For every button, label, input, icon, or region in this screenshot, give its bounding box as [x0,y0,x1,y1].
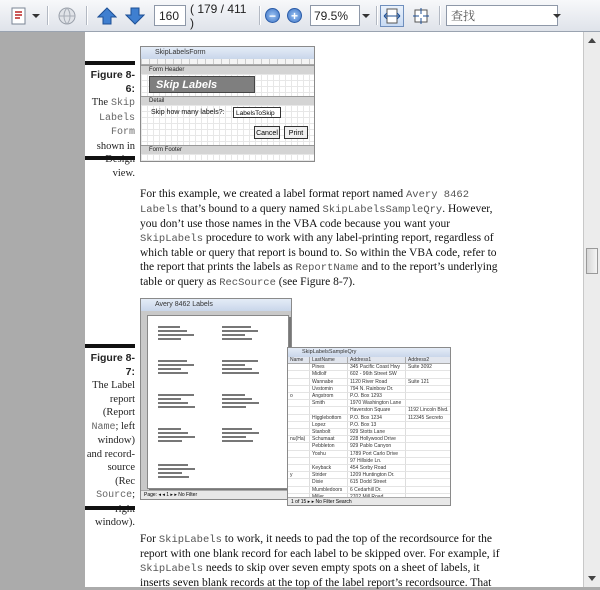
table-cell[interactable] [288,371,310,378]
table-cell[interactable]: Mumbledoors [310,487,348,494]
table-cell[interactable] [406,465,451,472]
label-block [222,394,264,410]
chevron-down-icon [362,14,370,18]
table-cell[interactable] [406,393,451,400]
datasheet-grid [288,357,450,499]
table-cell[interactable] [288,443,310,450]
zoom-dropdown-button[interactable] [360,5,372,26]
previous-page-button[interactable] [96,5,118,26]
skip-labels-form-window [140,46,315,162]
fit-width-icon [383,8,401,24]
table-cell[interactable] [288,379,310,386]
fit-width-button[interactable] [380,5,404,27]
table-cell[interactable] [406,451,451,458]
table-cell[interactable]: Midlolf [310,371,348,378]
table-cell[interactable]: 929 Pablo Canyon [348,443,406,450]
table-cell[interactable]: P.O. Box 1293 [348,393,406,400]
table-cell[interactable]: nu(Ha) [288,436,310,443]
label-report-window [140,298,292,500]
table-cell[interactable] [310,458,348,465]
table-cell[interactable] [406,479,451,486]
table-cell[interactable]: P.O. Box 13 [348,422,406,429]
table-cell[interactable] [406,371,451,378]
table-cell[interactable] [406,487,451,494]
table-cell[interactable]: 615 Dodd Street [348,479,406,486]
table-cell[interactable]: Suite 3092 [406,364,451,371]
column-header[interactable]: Name [288,357,310,364]
table-cell[interactable] [288,465,310,472]
page-number-input[interactable]: 160 [154,5,186,26]
table-cell[interactable]: Angstrom [310,393,348,400]
table-cell[interactable] [406,458,451,465]
table-cell[interactable] [288,407,310,414]
table-cell[interactable]: y [288,472,310,479]
label-block [222,428,264,444]
column-header[interactable]: Address1 [348,357,406,364]
arrow-down-icon [588,576,596,581]
query-datasheet-window [287,347,451,506]
label-sheet-preview [147,315,289,489]
table-cell[interactable]: 112345 Secreto [406,415,451,422]
zoom-input[interactable]: 79.5% [310,5,360,26]
table-cell[interactable] [406,472,451,479]
form-footer-section: Form Footer [141,145,314,154]
paragraph-2: For SkipLabels to work, it needs to pad the top of the recordsource for the report with one blank record for each label to be skipped over. For example, if SkipLabels needs to skip over seven empty spots on a sheet of labels, it inserts seven blank records at the top of the label report’s recordsource. That [140,533,500,589]
table-cell[interactable]: 6 Cedarhill Dr. [348,487,406,494]
table-cell[interactable]: 454 Sorby Road [348,465,406,472]
window-title: SkipLabelsForm [141,47,314,59]
table-cell[interactable]: Strider [310,472,348,479]
label-block [158,326,200,342]
table-cell[interactable] [288,400,310,407]
table-cell[interactable]: Dixie [310,479,348,486]
table-cell[interactable]: Stanbolt [310,429,348,436]
plus-icon: + [290,8,298,23]
label-block [222,360,264,376]
table-cell[interactable]: 1120 River Road [348,379,406,386]
skip-labels-heading: Skip Labels [149,76,255,93]
form-header-area [141,74,314,96]
table-cell[interactable]: Lopez [310,422,348,429]
table-cell[interactable]: 97 Hillside Ln. [348,458,406,465]
table-cell[interactable]: Pines [310,364,348,371]
arrow-down-icon [125,7,145,25]
table-cell[interactable]: Smith [310,400,348,407]
caption-rule-bottom [85,156,135,160]
document-icon [9,6,29,26]
zoom-in-button[interactable] [287,8,302,23]
table-cell[interactable]: Wannabe [310,379,348,386]
table-cell[interactable] [288,487,310,494]
search-dropdown-button[interactable] [552,5,562,26]
table-cell[interactable] [406,422,451,429]
table-cell[interactable] [288,458,310,465]
table-cell[interactable]: Haverston Square [348,407,406,414]
zoom-out-button[interactable] [265,8,280,23]
chevron-down-icon [32,14,40,18]
table-cell[interactable]: 345 Pacific Coast Hwy [348,364,406,371]
record-navigation-bar[interactable]: 1 of 15 ▸ ▸ No Filter Search [288,497,450,505]
label-block [158,394,200,410]
page-count: ( 179 / 411 ) [190,1,247,30]
table-cell[interactable]: 1970 Washington Lane [348,400,406,407]
table-cell[interactable] [288,422,310,429]
table-cell[interactable] [406,443,451,450]
chevron-down-icon [553,14,561,18]
detail-area [141,105,314,145]
window-title: Avery 8462 Labels [141,299,291,311]
scroll-up-button[interactable] [584,32,600,49]
table-cell[interactable]: Uvstomin [310,386,348,393]
scroll-thumb[interactable] [586,248,598,274]
paragraph-1: For this example, we created a label format report named Avery 8462 Labels that’s bound to a query named SkipLabelsSampleQry. However, you don’t use those names in the VBA code because you want your SkipLabels procedure to work with any label-printing report, regardless of which table or query that report is bound to. So within the VBA code, refer to the report that prints the labels as ReportName and to the report’s underlying table or query as RecSource (see Figure 8-7). [140,188,498,289]
table-cell[interactable] [406,386,451,393]
figure-label: Figure 8-6: [90,69,135,95]
figure-8-7-caption: Figure 8-7: The Label report (Report Name; left window) and record- source (Rec Source; window). [86,352,135,528]
table-cell[interactable] [288,415,310,422]
vertical-scrollbar[interactable] [583,32,600,587]
table-cell[interactable] [288,451,310,458]
detail-section: Detail [141,96,314,105]
cancel-button[interactable]: Cancel [254,126,280,139]
column-header[interactable]: Address2 [406,357,451,364]
arrow-up-icon [588,38,596,43]
table-cell[interactable]: 602 - 96th Street SW [348,371,406,378]
table-cell[interactable]: Pebbleton [310,443,348,450]
table-cell[interactable]: 228 Hollywood Drive [348,436,406,443]
fit-page-icon [412,7,430,25]
minus-icon: − [268,8,276,23]
column-header[interactable]: LastName [310,357,348,364]
label-block [158,464,200,480]
caption-rule-top [85,344,135,348]
toolbar [0,0,600,32]
globe-button[interactable] [54,5,80,26]
table-cell[interactable]: 929 Stotts Lane [348,429,406,436]
figure-8-6-caption: Figure 8-6: The Skip Labels Form shown in view. [90,69,135,179]
acrobat-menu-button[interactable] [6,5,42,26]
table-cell[interactable]: P.O. Box 1234 [348,415,406,422]
table-cell[interactable]: 1789 Port Carlo Drive [348,451,406,458]
table-cell[interactable] [288,364,310,371]
table-cell[interactable] [310,407,348,414]
table-cell[interactable]: Suite 121 [406,379,451,386]
table-cell[interactable] [288,479,310,486]
document-page [85,32,583,587]
table-cell[interactable]: o [288,393,310,400]
label-block [158,360,200,376]
table-cell[interactable]: Keyback [310,465,348,472]
labels-to-skip-input[interactable]: LabelsToSkip [233,107,281,118]
table-cell[interactable]: 794 N. Rainbow Dr. [348,386,406,393]
arrow-up-icon [97,7,117,25]
table-cell[interactable]: Schumaat [310,436,348,443]
table-cell[interactable]: 1192 Lincoln Blvd. [406,407,451,414]
print-button[interactable]: Print [284,126,308,139]
table-cell[interactable] [288,429,310,436]
caption-rule-top [85,61,135,65]
label-block [222,326,264,342]
table-cell[interactable]: Higglebottom [310,415,348,422]
table-cell[interactable] [406,436,451,443]
table-cell[interactable] [288,386,310,393]
scroll-down-button[interactable] [584,570,600,587]
report-navigation-bar[interactable]: Page: ◂ ◂ 1 ▸ ▸ No Filter [141,490,291,499]
table-cell[interactable] [406,429,451,436]
search-input[interactable]: 查找 [446,5,558,26]
form-header-section: Form Header [141,65,314,74]
table-cell[interactable]: 1209 Huntington Dr. [348,472,406,479]
label-block [158,428,200,444]
figure-label: Figure 8-7: [90,352,135,378]
fit-page-button[interactable] [410,5,432,26]
globe-icon [57,6,77,26]
skip-count-label: Skip how many labels?: [151,109,225,116]
caption-rule-bottom [85,506,135,510]
next-page-button[interactable] [124,5,146,26]
table-cell[interactable]: Yoshu [310,451,348,458]
table-cell[interactable] [406,400,451,407]
window-title: SkipLabelsSampleQry [288,348,450,357]
